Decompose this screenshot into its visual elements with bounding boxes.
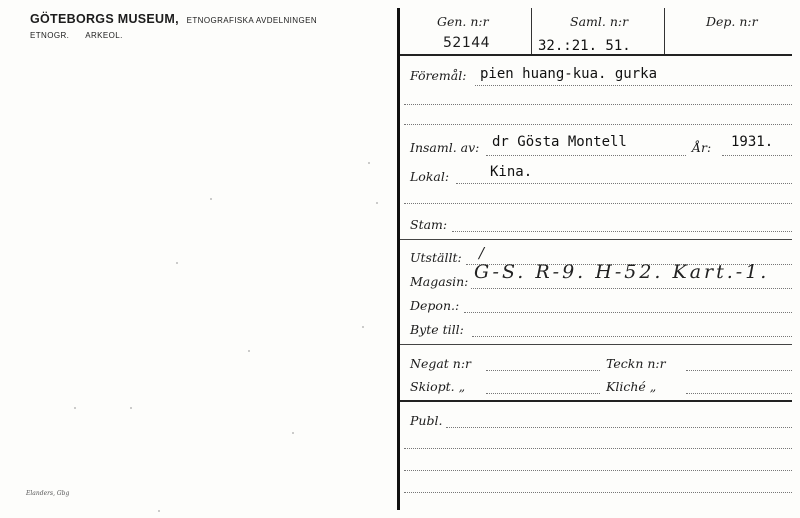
- dotted-line: [464, 312, 792, 313]
- ar-value: 1931.: [731, 134, 774, 150]
- magasin-value: G-S. R-9. H-52. Kart.-1.: [474, 261, 770, 283]
- dotted-line: [722, 155, 792, 156]
- divider: [400, 344, 792, 345]
- dotted-line: [456, 183, 792, 184]
- dotted-line: [446, 427, 792, 428]
- foremal-label: Föremål:: [410, 68, 467, 83]
- dep-nr-label: Dep. n:r: [706, 14, 758, 29]
- insaml-label: Insaml. av:: [410, 140, 480, 155]
- dotted-line: [686, 393, 792, 394]
- dotted-line: [404, 470, 792, 471]
- dotted-line: [404, 104, 792, 105]
- department-name: ETNOGRAFISKA AVDELNINGEN: [186, 16, 318, 25]
- kliche-label: Kliché „: [606, 379, 657, 394]
- dotted-line: [686, 370, 792, 371]
- divider: [400, 239, 792, 240]
- column-separator: [531, 8, 532, 54]
- teckn-label: Teckn n:r: [606, 356, 666, 371]
- dotted-line: [486, 155, 686, 156]
- magasin-label: Magasin:: [410, 274, 469, 289]
- printer-mark: Elanders, Gbg: [26, 490, 70, 497]
- gen-nr-value: 52144: [443, 35, 491, 51]
- museum-name: GÖTEBORGS MUSEUM,: [30, 12, 179, 26]
- museum-title: [30, 12, 317, 26]
- gen-nr-label: Gen. n:r: [437, 14, 489, 29]
- negat-label: Negat n:r: [410, 356, 472, 371]
- dotted-line: [486, 393, 600, 394]
- publ-label: Publ.: [410, 413, 443, 428]
- dotted-line: [471, 288, 792, 289]
- depon-label: Depon.:: [410, 298, 460, 313]
- divider: [400, 400, 792, 402]
- saml-nr-value: 32.:21. 51.: [538, 38, 631, 54]
- dotted-line: [452, 231, 792, 232]
- dotted-line: [404, 492, 792, 493]
- section-etnogr: ETNOGR.: [30, 31, 70, 40]
- dotted-line: [404, 448, 792, 449]
- insaml-value: dr Gösta Montell: [492, 134, 627, 150]
- dotted-line: [475, 85, 792, 86]
- lokal-label: Lokal:: [410, 169, 450, 184]
- utstallt-value: /: [479, 244, 488, 262]
- byte-label: Byte till:: [410, 322, 464, 337]
- dotted-line: [486, 370, 600, 371]
- foremal-value: pien huang-kua. gurka: [480, 66, 658, 82]
- skiopt-label: Skiopt. „: [410, 379, 466, 394]
- dotted-line: [472, 336, 792, 337]
- column-separator: [664, 8, 665, 54]
- section-labels: [30, 31, 123, 40]
- section-arkeol: ARKEOL.: [85, 31, 123, 40]
- dotted-line: [404, 124, 792, 125]
- saml-nr-label: Saml. n:r: [570, 14, 629, 29]
- card-vertical-rule: [397, 8, 400, 510]
- stam-label: Stam:: [410, 217, 448, 232]
- lokal-value: Kina.: [490, 164, 533, 180]
- divider: [400, 54, 792, 56]
- ar-label: År:: [692, 140, 712, 155]
- utstallt-label: Utställt:: [410, 250, 462, 265]
- dotted-line: [404, 203, 792, 204]
